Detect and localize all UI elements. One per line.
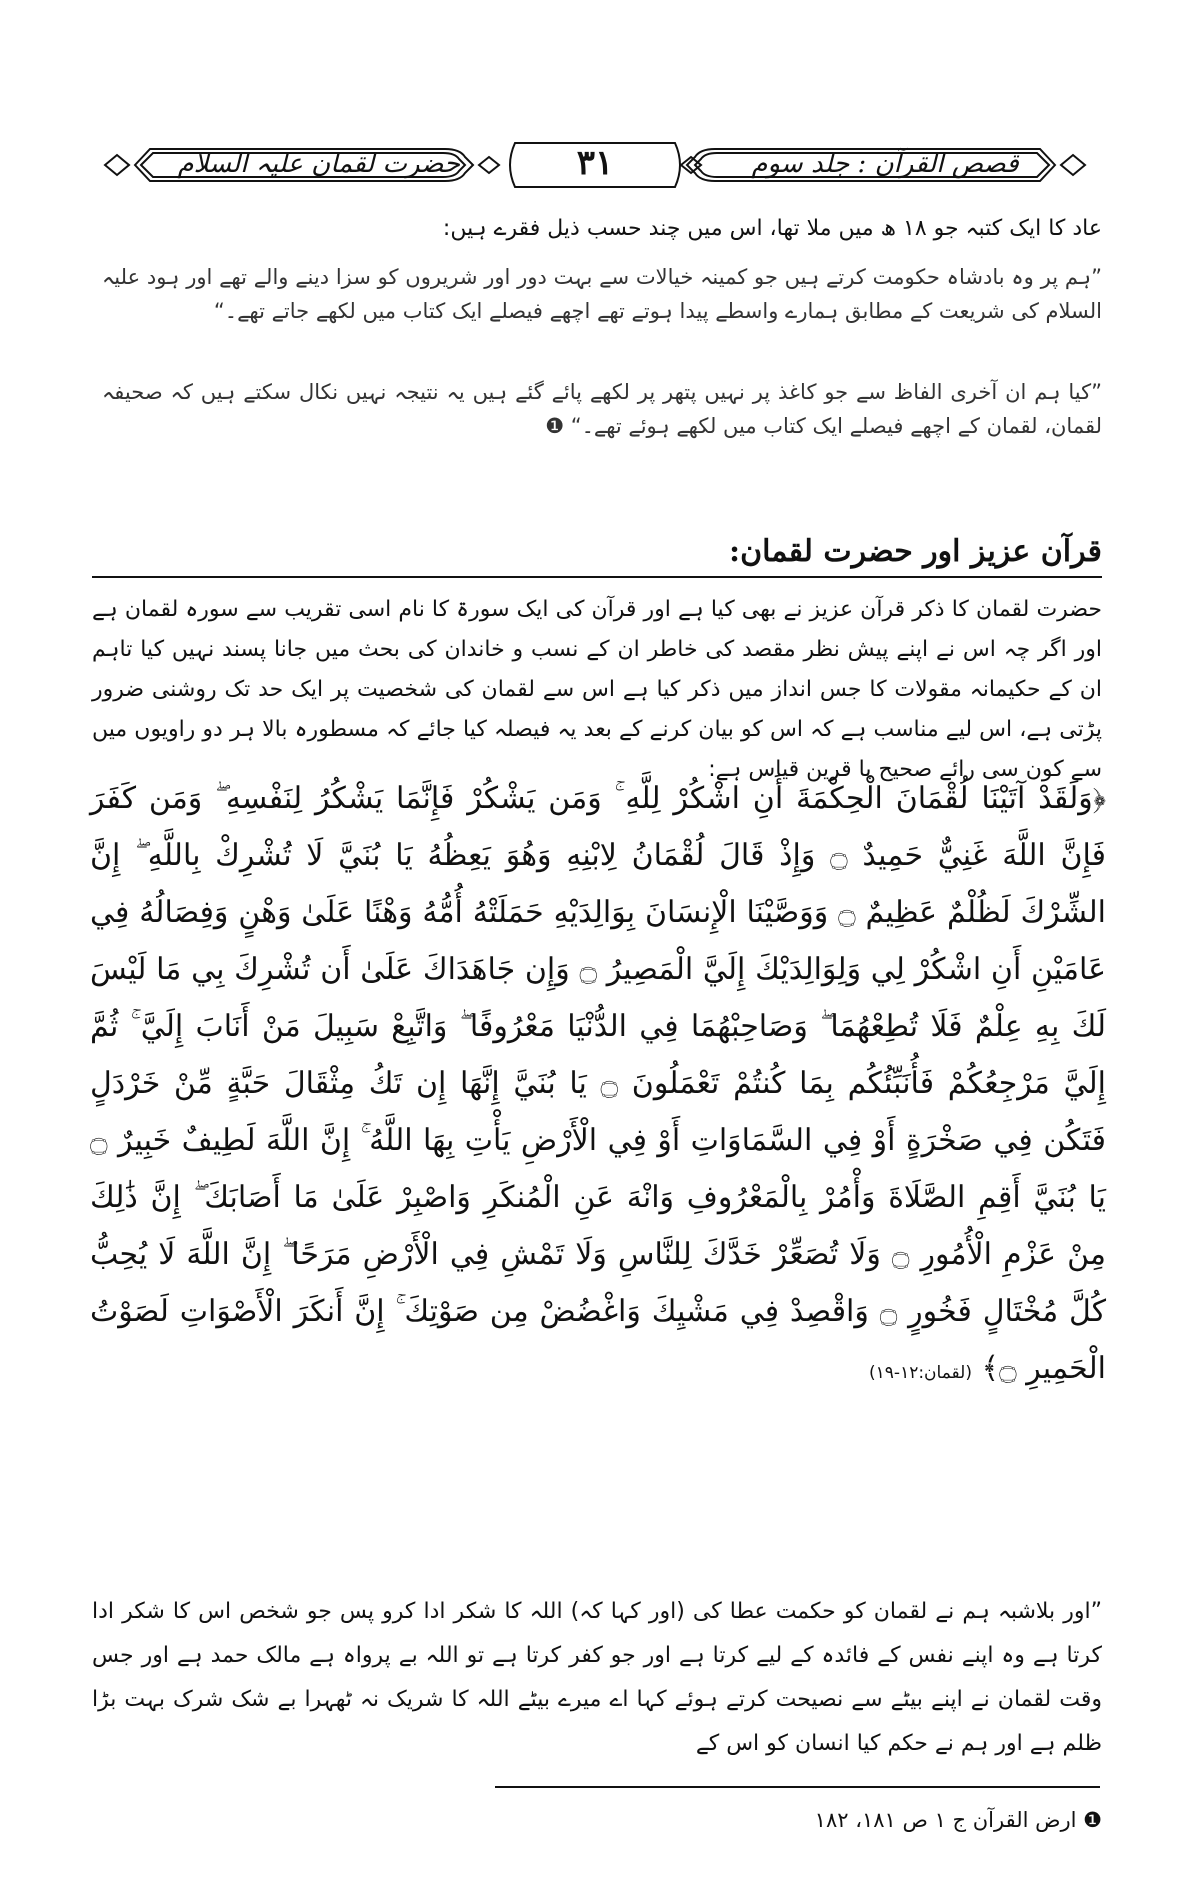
quote-2: ”کیا ہم ان آخری الفاظ سے جو کاغذ پر نہیں پتھر پر لکھے پائے گئے ہیں یہ نتیجہ نہیں نکال سکتے ہیں کہ صحیفہ لقمان، لقمان کے اچھے فیصلے ایک کتاب میں لکھے ہوئے تھے۔“ ❶ xyxy=(102,380,1102,438)
quote-1: ”ہم پر وہ بادشاہ حکومت کرتے ہیں جو کمینہ خیالات سے بہت دور اور شریروں کو سزا دینے والے تھے اور ہود علیہ السلام کی شریعت کے مطابق ہمارے واسطے پیدا ہوتے تھے اچھے فیصلے ایک کتاب میں لکھے جاتے تھے۔“ xyxy=(102,265,1102,323)
section-heading xyxy=(92,528,1102,578)
page-number: ۳۱ xyxy=(576,143,614,183)
arabic-reference: (لقمان:۱۲-۱۹) xyxy=(869,1363,972,1383)
section-paragraph: حضرت لقمان کا ذکر قرآن عزیز نے بھی کیا ہے اور قرآن کی ایک سورۃ کا نام اسی تقریب سے سورہ لقمان ہے اور اگر چہ اس نے اپنے پیش نظر مقصد کی خاطر ان کے نسب و خاندان کی بحث میں جانا پسند نہیں کیا تاہم ان کے حکیمانہ مقولات کا جس انداز میں ذکر کیا ہے اس سے لقمان کی شخصیت پر ایک حد تک روشنی ضرور پڑتی ہے، اس لیے مناسب ہے کہ اس کو بیان کرنے کے بعد یہ فیصلہ کیا جائے کہ مسطورہ بالا ہر دو راویوں میں سے کون سی رائے صحیح یا قرین قیاس ہے: xyxy=(92,597,1102,782)
footnote: ❶ ارض القرآن ج ۱ ص ۱۸۱، ۱۸۲ xyxy=(814,1808,1102,1832)
arabic-passage xyxy=(90,770,1106,1402)
section-heading-underline xyxy=(92,576,1102,578)
arabic-verses: ﴿وَلَقَدْ آتَيْنَا لُقْمَانَ الْحِكْمَةَ أَنِ اشْكُرْ لِلَّهِ ۚ وَمَن يَشْكُرْ فَإِنَّمَا يَشْكُرُ لِنَفْسِهِ ۖ وَمَن كَفَرَ فَإِنَّ اللَّهَ غَنِيٌّ حَمِيدٌ ۝ وَإِذْ قَالَ لُقْمَانُ لِابْنِهِ وَهُوَ يَعِظُهُ يَا بُنَيَّ لَا تُشْرِكْ بِاللَّهِ ۖ إِنَّ الشِّرْكَ لَظُلْمٌ عَظِيمٌ ۝ وَوَصَّيْنَا الْإِنسَانَ بِوَالِدَيْهِ حَمَلَتْهُ أُمُّهُ وَهْنًا عَلَىٰ وَهْنٍ وَفِصَالُهُ فِي عَامَيْنِ أَنِ اشْكُرْ لِي وَلِوَالِدَيْكَ إِلَيَّ الْمَصِيرُ ۝ وَإِن جَاهَدَاكَ عَلَىٰ أَن تُشْرِكَ بِي مَا لَيْسَ لَكَ بِهِ عِلْمٌ فَلَا تُطِعْهُمَا ۖ وَصَاحِبْهُمَا فِي الدُّنْيَا مَعْرُوفًا ۖ وَاتَّبِعْ سَبِيلَ مَنْ أَنَابَ إِلَيَّ ۚ ثُمَّ إِلَيَّ مَرْجِعُكُمْ فَأُنَبِّئُكُم بِمَا كُنتُمْ تَعْمَلُونَ ۝ يَا بُنَيَّ إِنَّهَا إِن تَكُ مِثْقَالَ حَبَّةٍ مِّنْ خَرْدَلٍ فَتَكُن فِي صَخْرَةٍ أَوْ فِي السَّمَاوَاتِ أَوْ فِي الْأَرْضِ يَأْتِ بِهَا اللَّهُ ۚ إِنَّ اللَّهَ لَطِيفٌ خَبِيرٌ ۝ يَا بُنَيَّ أَقِمِ الصَّلَاةَ وَأْمُرْ بِالْمَعْرُوفِ وَانْهَ عَنِ الْمُنكَرِ وَاصْبِرْ عَلَىٰ مَا أَصَابَكَ ۖ إِنَّ ذَٰلِكَ مِنْ عَزْمِ الْأُمُورِ ۝ وَلَا تُصَعِّرْ خَدَّكَ لِلنَّاسِ وَلَا تَمْشِ فِي الْأَرْضِ مَرَحًا ۖ إِنَّ اللَّهَ لَا يُحِبُّ كُلَّ مُخْتَالٍ فَخُورٍ ۝ وَاقْصِدْ فِي مَشْيِكَ وَاغْضُضْ مِن صَوْتِكَ ۚ إِنَّ أَنكَرَ الْأَصْوَاتِ لَصَوْتُ الْحَمِيرِ ۝﴾ xyxy=(90,781,1107,1386)
page-header xyxy=(95,135,1095,195)
translation-paragraph: ”اور بلاشبہ ہم نے لقمان کو حکمت عطا کی (اور کہا کہ) اللہ کا شکر ادا کرو پس جو شخص اس کا شکر ادا کرتا ہے وہ اپنے نفس کے فائدہ کے لیے کرتا ہے اور جو کفر کرتا ہے تو اللہ بے پرواہ ہے مالک حمد ہے اور جس وقت لقمان نے اپنے بیٹے سے نصیحت کرتے ہوئے کہا اے میرے بیٹے اللہ کا شریک نہ ٹھہرا بے شک شرک بہت بڑا ظلم ہے اور ہم نے حکم کیا انسان کو اس کے xyxy=(92,1599,1102,1756)
section-heading-text: قرآن عزیز اور حضرت لقمان: xyxy=(729,534,1102,569)
intro-line: عاد کا ایک کتبہ جو ۱۸ ھ میں ملا تھا، اس میں چند حسب ذیل فقرے ہیں: xyxy=(442,216,1102,241)
chapter-title: حضرت لقمان علیہ السلام xyxy=(177,149,460,179)
book-title: قصص القرآن : جلد سوم xyxy=(751,149,1019,179)
footnote-rule xyxy=(495,1786,1100,1788)
